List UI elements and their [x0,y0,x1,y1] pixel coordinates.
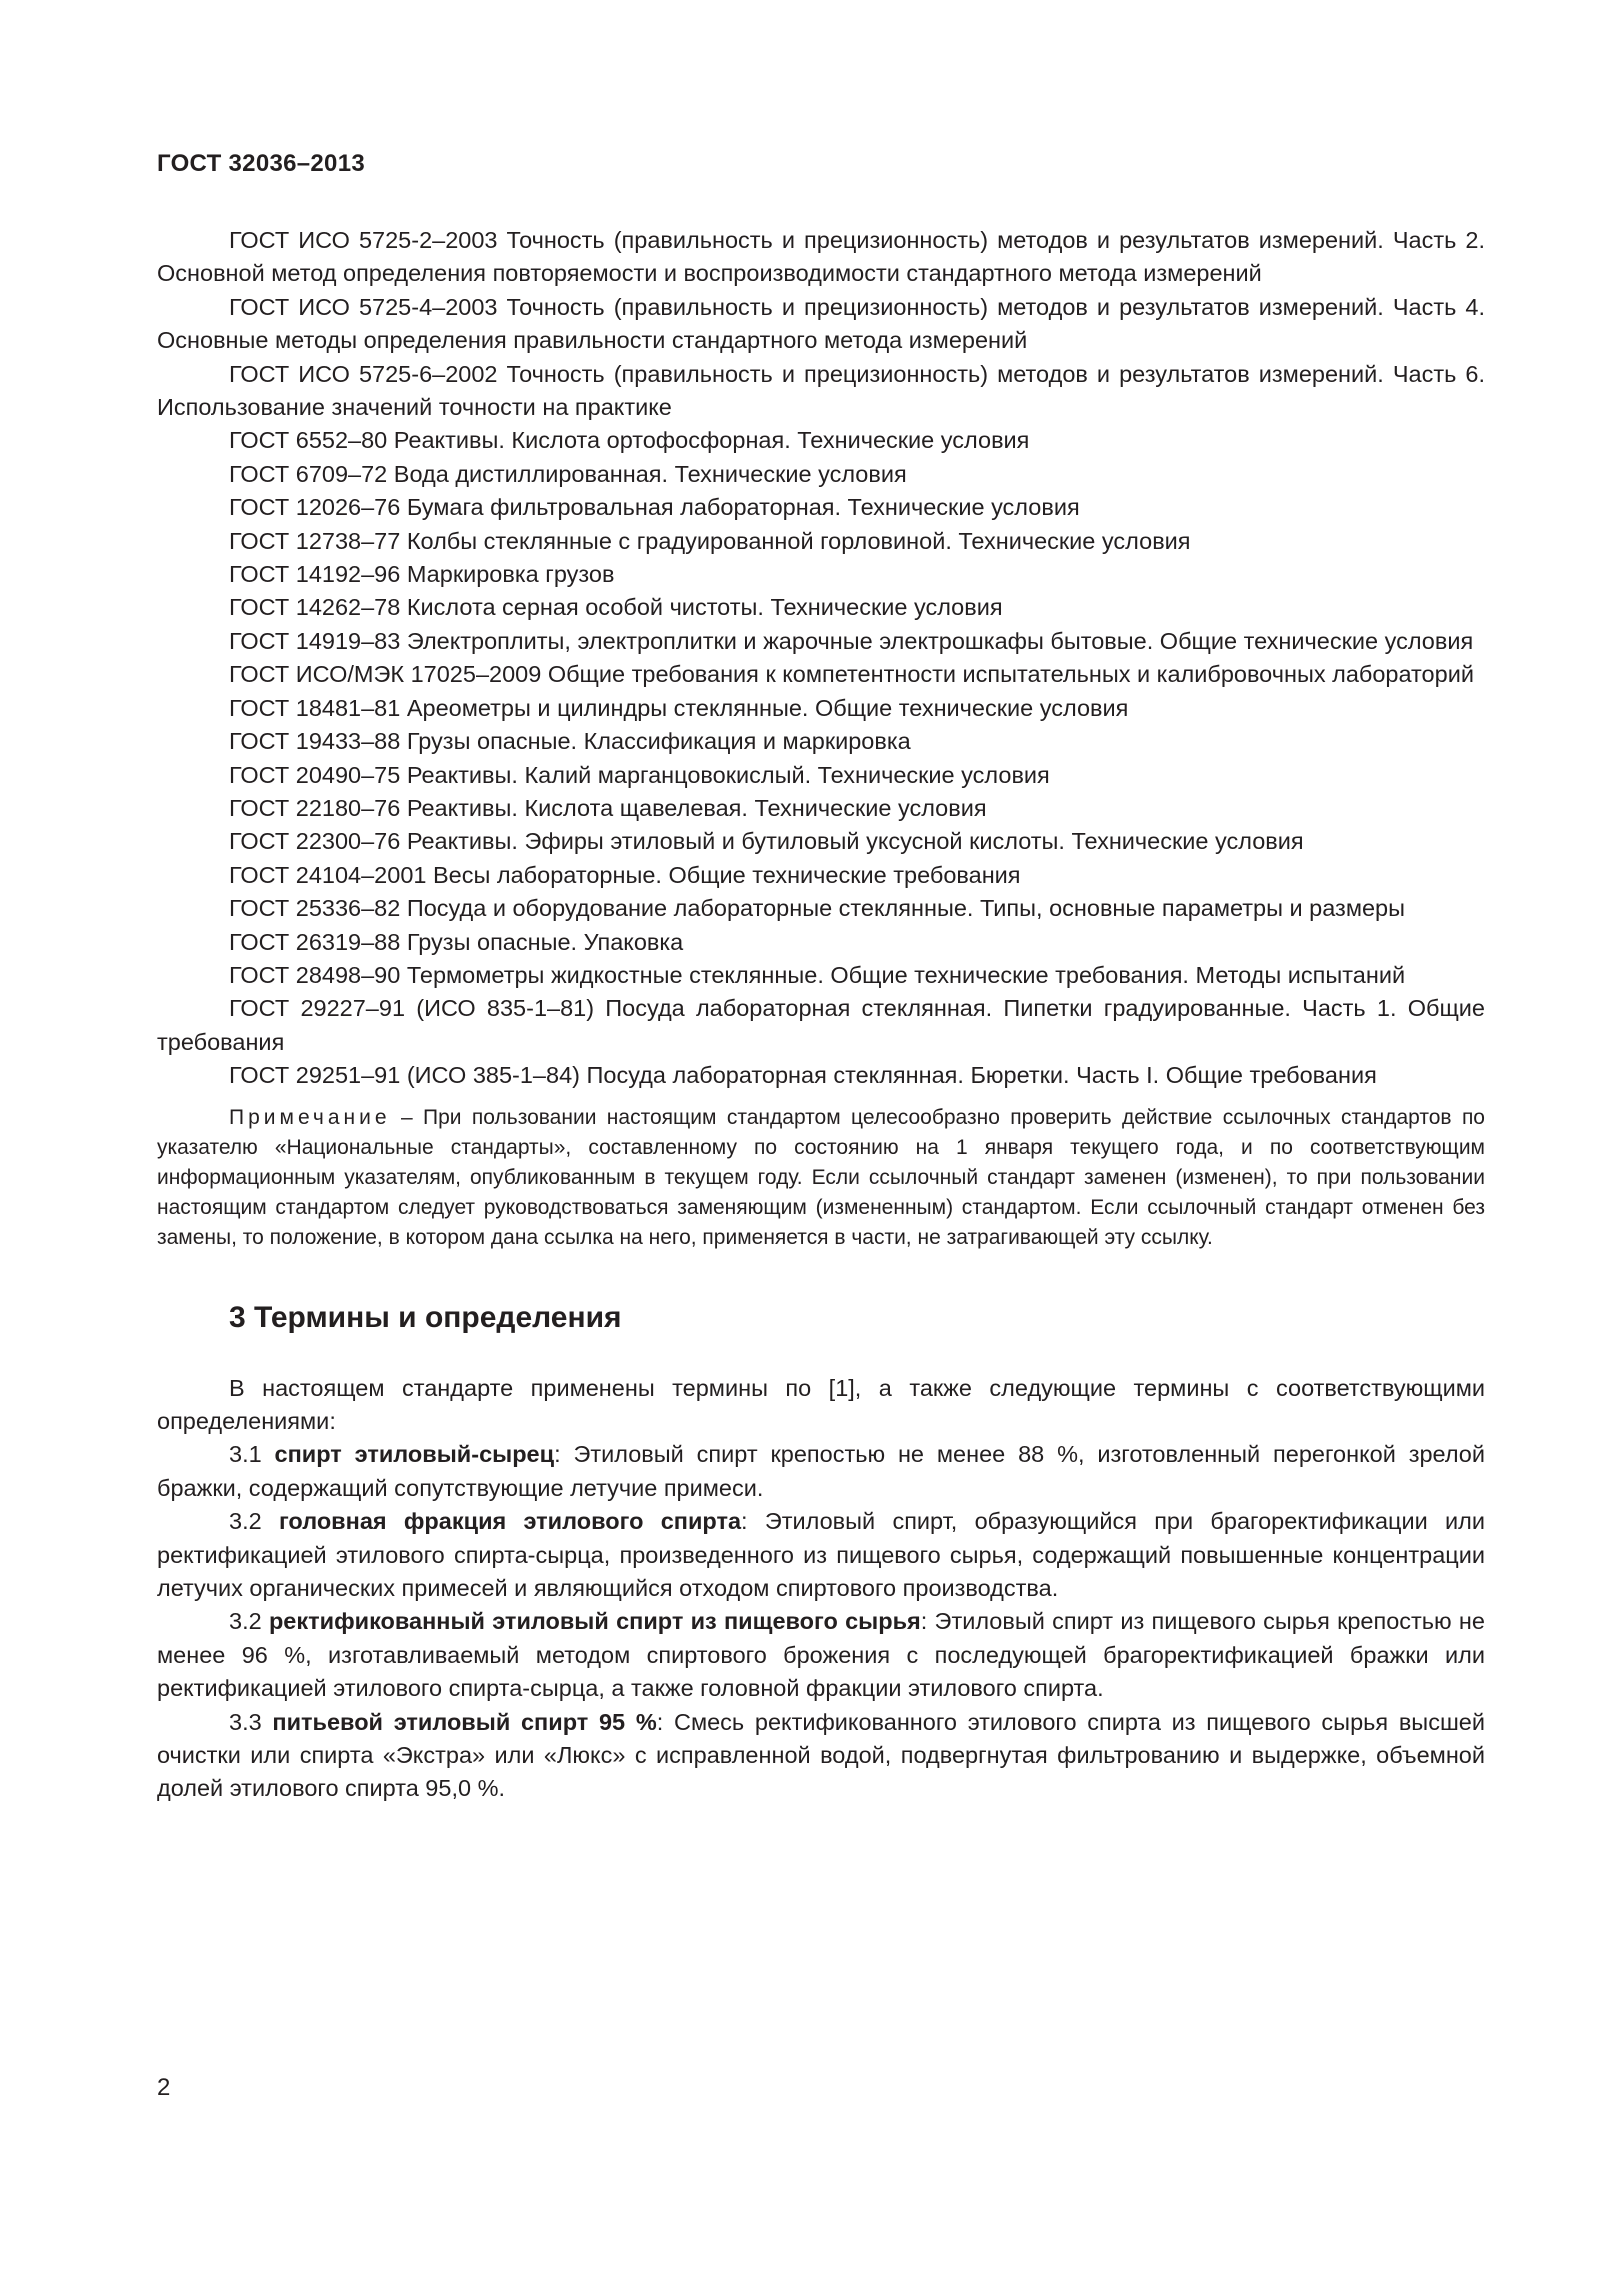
term-entry [157,1605,1485,1705]
term-number: 3.2 [229,1608,269,1635]
note-label: Примечание [229,1105,391,1129]
term-number: 3.3 [229,1708,273,1735]
term-definition: : Этиловый спирт, образующийся при брагоректификации или ректификацией этилового спирта-сырца, произведенного из пищевого сырья, содержащий повышенные концентрации летучих органических примесей и являющийся отходом спиртового производства. [157,1508,1485,1601]
term-name: питьевой этиловый спирт 95 % [272,1708,657,1735]
reference-item: ГОСТ 25336–82 Посуда и оборудование лабораторные стеклянные. Типы, основные параметры и размеры [229,895,1406,922]
note-text: – При пользовании настоящим стандартом целесообразно проверить действие ссылочных стандартов по указателю «Национальные стандарты», составленному по состоянию на 1 января текущего года, и по соответствующим информационным указателям, опубликованным в текущем году. Если ссылочный стандарт заменен (изменен), то при пользовании настоящим стандартом следует руководствоваться заменяющим (измененным) стандартом. Если ссылочный стандарт отменен без замены, то положение, в котором дана ссылка на него, применяется в части, не затрагивающей эту ссылку. [157,1105,1485,1249]
reference-item: ГОСТ 14192–96 Маркировка грузов [229,561,615,588]
note-paragraph [157,1103,1485,1253]
reference-item: ГОСТ 26319–88 Грузы опасные. Упаковка [229,928,684,955]
page-content [157,224,1485,1806]
term-name: ректификованный этиловый спирт из пищевого сырья [268,1608,921,1635]
reference-item: ГОСТ 18481–81 Ареометры и цилиндры стеклянные. Общие технические условия [229,694,1129,721]
reference-item: ГОСТ 28498–90 Термометры жидкостные стеклянные. Общие технические требования. Методы испытаний [229,961,1406,988]
term-entry [157,1438,1485,1505]
reference-item: ГОСТ ИСО 5725-4–2003 Точность (правильность и прецизионность) методов и результатов измерений. Часть 4. Основные методы определения правильности стандартного метода измерений [157,293,1485,354]
normative-references-list [157,224,1485,1093]
reference-item: ГОСТ 14919–83 Электроплиты, электроплитки и жарочные электрошкафы бытовые. Общие технические условия [229,627,1474,654]
term-definition: : Смесь ректификованного этилового спирта из пищевого сырья высшей очистки или спирта «Экстра» или «Люкс» с исправленной водой, подвергнутая фильтрованию и выдержке, объемной долей этилового спирта 95,0 %. [157,1708,1485,1802]
reference-item: ГОСТ 20490–75 Реактивы. Калий марганцовокислый. Технические условия [229,761,1050,788]
section-intro: В настоящем стандарте применены термины по [1], а также следующие термины с соответствующими определениями: [157,1374,1485,1434]
term-entry [157,1505,1485,1605]
term-name: головная фракция этилового спирта [278,1508,742,1535]
document-header: ГОСТ 32036–2013 [157,150,365,177]
reference-item: ГОСТ ИСО 5725-6–2002 Точность (правильность и прецизионность) методов и результатов измерений. Часть 6. Использование значений точности на практике [157,360,1485,421]
reference-item: ГОСТ 6709–72 Вода дистиллированная. Технические условия [229,460,907,487]
reference-item: ГОСТ 14262–78 Кислота серная особой чистоты. Технические условия [229,594,1003,621]
reference-item: ГОСТ 6552–80 Реактивы. Кислота ортофосфорная. Технические условия [229,427,1030,454]
term-definition: : Этиловый спирт из пищевого сырья крепостью не менее 96 %, изготавливаемый методом спиртового брожения с последующей брагоректификацией бражки или ректификацией этилового спирта-сырца, а также головной фракции этилового спирта. [157,1608,1485,1702]
reference-item: ГОСТ ИСО/МЭК 17025–2009 Общие требования к компетентности испытательных и калибровочных лабораторий [229,661,1474,688]
term-name: спирт этиловый-сырец [274,1441,555,1468]
reference-item: ГОСТ 19433–88 Грузы опасные. Классификация и маркировка [229,728,911,755]
page-number: 2 [157,2074,171,2101]
term-entry [157,1706,1485,1806]
term-number: 3.1 [229,1441,275,1468]
term-number: 3.2 [229,1508,279,1535]
reference-item: ГОСТ 22300–76 Реактивы. Эфиры этиловый и бутиловый уксусной кислоты. Технические условия [229,828,1304,855]
reference-item: ГОСТ 12738–77 Колбы стеклянные с градуированной горловиной. Технические условия [229,527,1191,554]
reference-item: ГОСТ 29227–91 (ИСО 835-1–81) Посуда лабораторная стеклянная. Пипетки градуированные. Часть 1. Общие требования [157,995,1485,1055]
reference-item: ГОСТ 29251–91 (ИСО 385-1–84) Посуда лабораторная стеклянная. Бюретки. Часть I. Общие требования [229,1062,1377,1089]
reference-item: ГОСТ 12026–76 Бумага фильтровальная лабораторная. Технические условия [229,494,1080,521]
term-definition: : Этиловый спирт крепостью не менее 88 %, изготовленный перегонкой зрелой бражки, содержащий сопутствующие летучие примеси. [157,1441,1485,1501]
terms-list [157,1372,1485,1806]
reference-item: ГОСТ 24104–2001 Весы лабораторные. Общие технические требования [229,861,1021,888]
section-title: 3 Термины и определения [229,1300,622,1334]
reference-item: ГОСТ ИСО 5725-2–2003 Точность (правильность и прецизионность) методов и результатов измерений. Часть 2. Основной метод определения повторяемости и воспроизводимости стандартного метода измерений [157,227,1485,287]
reference-item: ГОСТ 22180–76 Реактивы. Кислота щавелевая. Технические условия [229,794,987,821]
